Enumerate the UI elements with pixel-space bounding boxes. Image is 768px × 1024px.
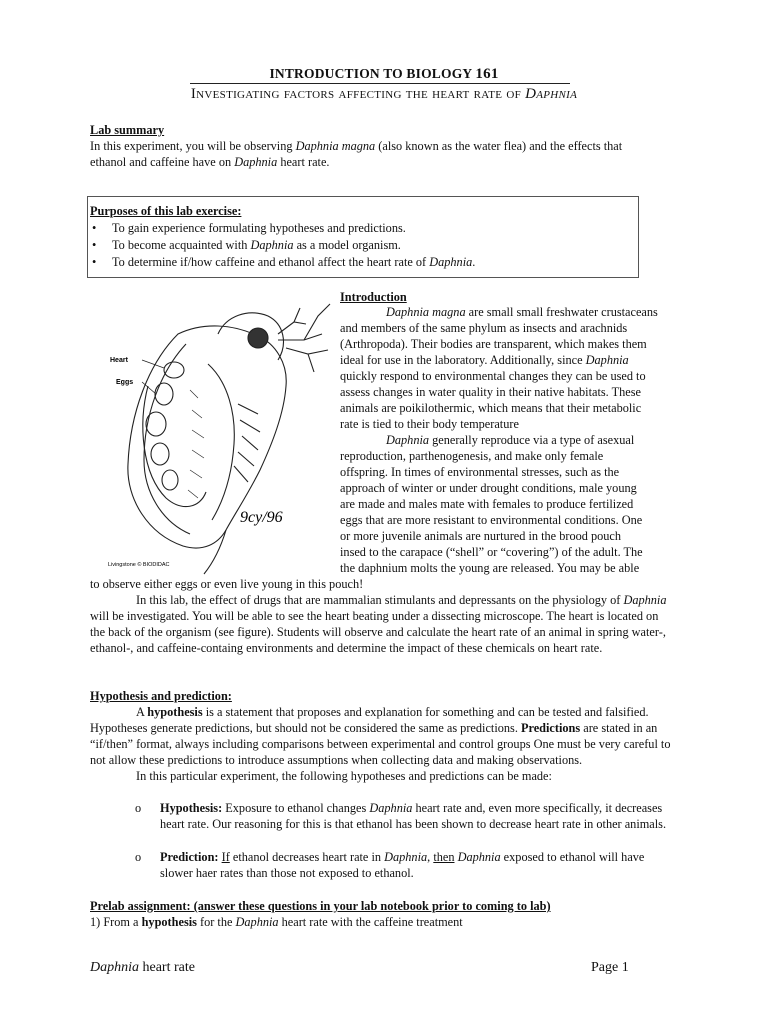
text-run: Daphnia [457,850,501,864]
intro-line [340,352,675,368]
intro-line: rate is tied to their body temperature [340,417,519,431]
lab-summary-section [90,122,680,170]
prelab-question-1 [90,914,675,930]
intro-line [340,304,675,320]
lab-summary-text [90,138,680,170]
prelab-section [90,898,675,930]
figure-label-eggs: Eggs [116,379,134,386]
purposes-box [87,196,639,278]
text-run: Daphnia magna [386,305,466,319]
text-run: Exposure to ethanol changes [222,801,370,815]
hypothesis-section [90,688,675,784]
lab-title-text: Investigating factors affecting the heart rate of [190,86,526,102]
text-run: Daphnia [386,433,430,447]
antenna-left [278,308,322,340]
title-rule [190,83,570,84]
egg-4 [162,470,178,490]
intro-line [340,432,675,448]
daphnia-figure [108,294,334,576]
intro-line: quickly respond to environmental changes they can be used to [340,369,646,383]
page-number: Page 1 [591,960,629,975]
text-run: Daphnia [585,353,629,367]
text-run: Daphnia [623,593,667,607]
course-number: 161 [475,66,499,82]
text-run: To gain experience formulating hypotheses and predictions. [112,221,406,235]
text-run: If [221,850,230,864]
text-run: as a model organism. [293,238,401,252]
antenna-right [286,304,330,372]
intro-line: animals are poikilothermic, which means that their metabolic [340,401,642,415]
prelab-heading: Prelab assignment: (answer these questions in your lab notebook prior to coming to lab) [90,899,551,913]
hypothesis-item-text [160,800,680,832]
intro-line: (Arthropoda). Their bodies are transparent, which makes them [340,337,647,351]
intro-paragraph-2 [90,592,675,656]
text-run: are stated in an “if/then” format, always including comparisons between experimental and control groups One must be very careful to not allow these predictions to introduce assumptions when collecting data and making observations. [90,721,671,767]
text-run: , [427,850,434,864]
text-run: heart rate with the caffeine treatment [278,915,463,929]
egg-2 [146,412,166,436]
purpose-item [90,220,638,237]
text-run: In this experiment, you will be observing [90,139,296,153]
text-run: Daphnia [90,960,139,975]
purpose-item [90,237,638,254]
hypothesis-paragraph-1 [90,704,675,768]
text-run: Daphnia magna [295,139,376,153]
text-run: ethanol and caffeine have on [90,155,235,169]
intro-line: to observe either eggs or even live young in this pouch! [90,577,364,591]
text-run: ethanol decreases heart rate in [229,850,385,864]
text-run: hypothesis [147,705,203,719]
text-run: In this lab, the effect of drugs that are mammalian stimulants and depressants on the physiology of [136,593,624,607]
intro-line: or more juvenile animals are nurtured in the brood pouch [340,529,622,543]
bullet-marker: o [135,850,142,864]
text-run: then [433,850,455,864]
hypothesis-item [135,800,680,832]
prediction-item [135,849,680,881]
text-run: are small small freshwater crustaceans [465,305,658,319]
intro-line: eggs that are more resistant to environmental conditions. One [340,513,643,527]
text-run: for the [196,915,236,929]
eye [248,328,268,348]
text-run: . [472,255,476,269]
text-run: Daphnia [429,255,473,269]
prediction-item-text [160,849,680,881]
egg-1 [155,383,173,405]
text-run: generally reproduce via a type of asexual [429,433,635,447]
course-title-text: INTRODUCTION TO BIOLOGY [269,66,476,81]
pointer-heart [142,360,164,368]
intro-line: the daphnium molts the young are released. You may be able [340,561,640,575]
text-run: To determine if/how caffeine and ethanol affect the heart rate of [112,255,430,269]
purposes-heading: Purposes of this lab exercise: [90,204,242,218]
lab-title [0,86,768,103]
purposes-list [90,220,638,271]
intro-line: are made and males mate with females to produce fertilized [340,497,634,511]
text-run: Prediction: [160,850,219,864]
intro-line: assess changes in water quality in their native habitats. These [340,385,641,399]
lab-summary-heading: Lab summary [90,123,165,137]
text-run: 1) From a [90,915,142,929]
text-run: Hypothesis: [160,801,223,815]
intro-line: and members of the same phylum as insects and arachnids [340,321,628,335]
text-run: will be investigated. You will be able to see the heart beating under a dissecting microscope. The heart is located on the back of the organism (see figure). Students will observe and calculate the heart rate of an animal in spring water-, ethanol-, and caffeine-containg environments and determine the impact of these chemicals on heart rate. [90,609,666,655]
purpose-item [90,254,638,271]
course-title [0,66,768,83]
text-run: Daphnia [235,915,279,929]
text-run: (also known as the water flea) and the effects that [375,139,623,153]
egg-3 [151,443,169,465]
text-run: Daphnia [234,155,278,169]
text-run: heart rate. [277,155,330,169]
hypothesis-heading: Hypothesis and prediction: [90,689,232,703]
gut [208,364,234,520]
text-run: Daphnia [369,801,413,815]
figure-label-heart: Heart [110,357,128,364]
text-run: is a statement that proposes and explanation for something and can be tested and falsified. Hypotheses generate predictions, but should not be considered the same as predictions. [90,705,649,735]
text-run: To become acquainted with [112,238,251,252]
text-run: Daphnia [384,850,428,864]
text-run: A [136,705,148,719]
text-run: heart rate [139,960,195,975]
lab-title-organism: Daphnia [525,86,578,102]
text-run: Predictions [520,721,581,735]
text-run: hypothesis [141,915,197,929]
intro-line: insed to the carapace (“shell” or “covering”) of the adult. The [340,545,643,559]
legs [234,404,260,482]
introduction-heading: Introduction [340,290,407,304]
bullet-marker: o [135,801,142,815]
text-run: Daphnia [250,238,294,252]
text-run: ideal for use in the laboratory. Additionally, since [340,353,586,367]
intro-line: approach of winter or under drought conditions, male young [340,481,637,495]
introduction-wrap-text [340,304,675,576]
text-run: heart rate and, even more specifically, it decreases heart rate. Our reasoning for this is that ethanol has been shown to decrease heart rate in other animals. [160,801,667,831]
tail-spine [204,530,226,574]
hypothesis-paragraph-2: In this particular experiment, the following hypotheses and predictions can be made: [136,769,552,783]
figure-signature: 9cy/96 [240,509,283,526]
intro-line: offspring. In times of environmental stresses, such as the [340,465,620,479]
introduction-full-text [90,576,675,656]
footer-title [90,960,195,976]
figure-credit: Livingstone © BIODIDAC [108,562,170,568]
hatching [188,390,204,498]
intro-line: reproduction, parthenogenesis, and make only female [340,449,604,463]
text-run: exposed to ethanol will have slower haer rates than those not exposed to ethanol. [160,850,645,880]
